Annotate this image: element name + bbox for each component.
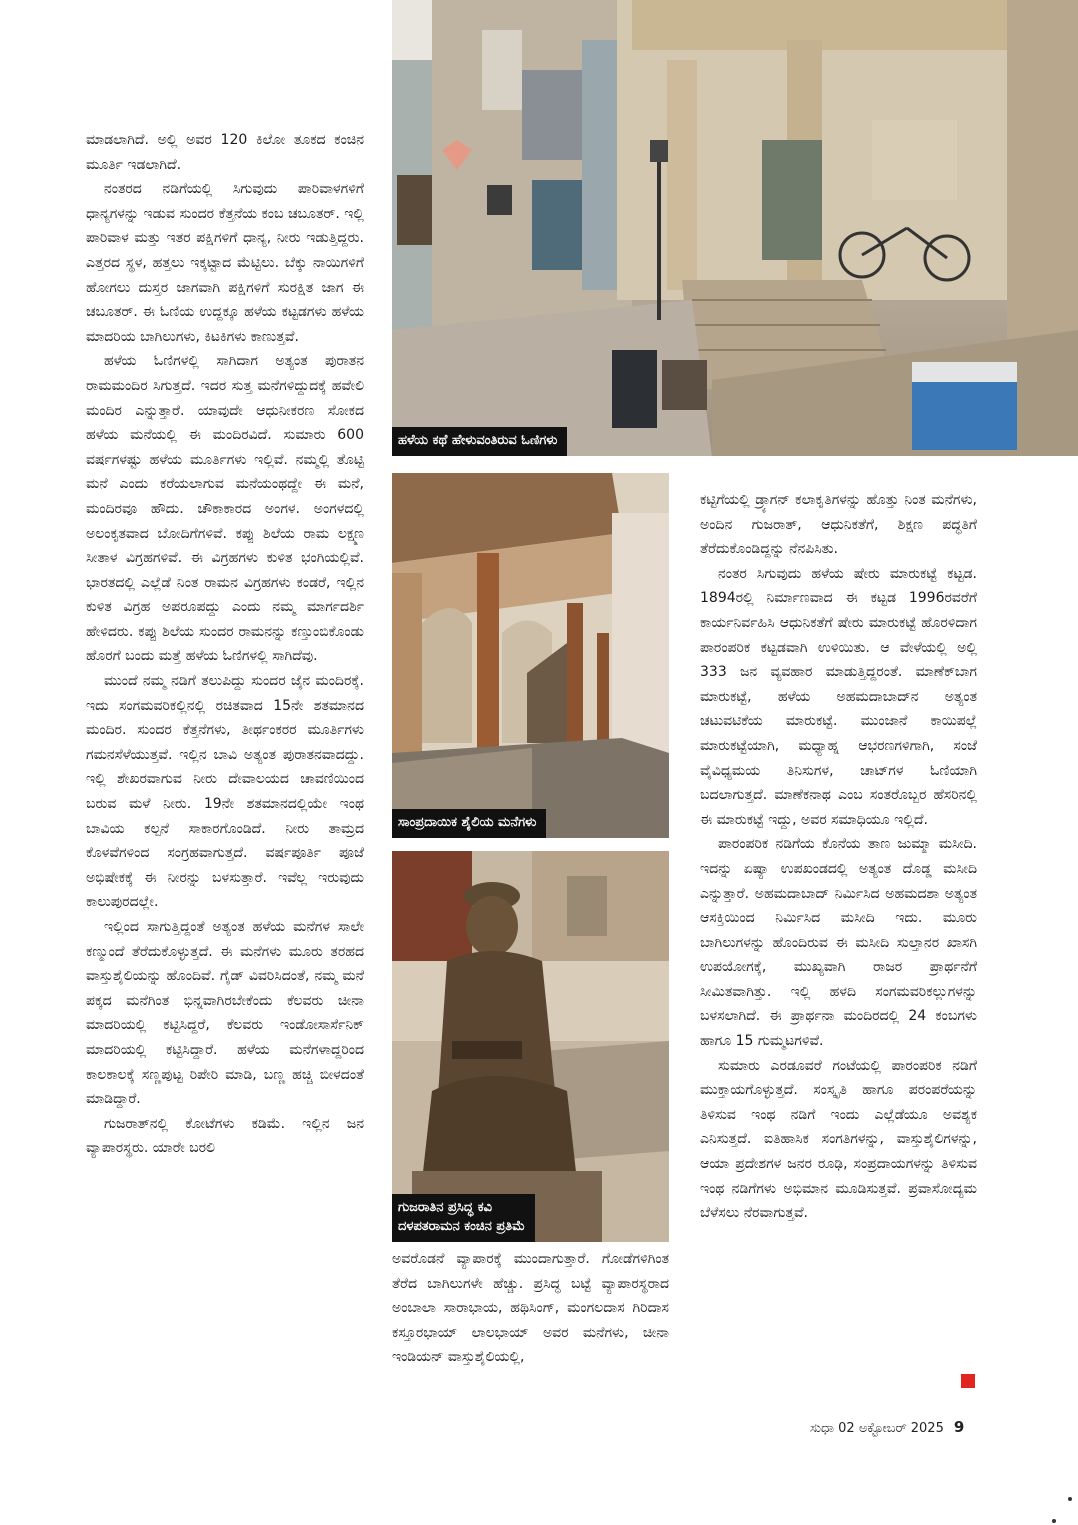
paragraph: ಹಳೆಯ ಓಣಿಗಳಲ್ಲಿ ಸಾಗಿದಾಗ ಅತ್ಯಂತ ಪುರಾತನ ರಾಮಮಂದಿರ ಸಿಗುತ್ತದೆ. ಇದರ ಸುತ್ತ ಮನೆಗಳಿದ್ದುದಕ್ಕೆ ಹವೇಲಿ ಮಂದಿರ ಎನ್ನುತ್ತಾರೆ. ಯಾವುದೇ ಆಧುನೀಕರಣ ಸೋಕದ ಹಳೆಯ ಮನೆಯಲ್ಲಿ ಈ ಮಂದಿರವಿದೆ. ಸುಮಾರು 600 ವರ್ಷಗಳಷ್ಟು ಹಳೆಯ ಮೂರ್ತಿಗಳು ಇಲ್ಲಿವೆ. ನಮ್ಮಲ್ಲಿ ತೊಟ್ಟಿ ಮನೆ ಎಂದು ಕರೆಯಲಾಗುವ ಮನೆಯಂಥದ್ದೇ ಈ ಮನೆ, ಮಂದಿರವೂ ಹೌದು. ಚೌಕಾಕಾರದ ಅಂಗಳ. ಅಂಗಳದಲ್ಲಿ ಅಲಂಕೃತವಾದ ಬೋದಿಗೆಗಳಿವೆ. ಕಪ್ಪು ಶಿಲೆಯ ರಾಮ ಲಕ್ಷ್ಮಣ ಸೀತಾಳ ವಿಗ್ರಹಗಳಿವೆ. ಈ ವಿಗ್ರಹಗಳು ಕುಳಿತ ಭಂಗಿಯಲ್ಲಿವೆ. ಭಾರತದಲ್ಲಿ ಎಲ್ಲೆಡೆ ನಿಂತ ರಾಮನ ವಿಗ್ರಹಗಳು ಕಂಡರೆ, ಇಲ್ಲಿನ ಕುಳಿತ ವಿಗ್ರಹ ಅಪರೂಪದ್ದು ಎಂದು ನಮ್ಮ ಮಾರ್ಗದರ್ಶಿ ಹೇಳಿದರು. ಕಪ್ಪು ಶಿಲೆಯ ಸುಂದರ ರಾಮನನ್ನು ಕಣ್ತುಂಬಿಕೊಂಡು ಹೊರಗೆ ಬಂದು ಮತ್ತೆ ಹಳೆಯ ಓಣಿಗಳಲ್ಲಿ ಸಾಗಿದೆವು. bbox=[86, 353, 364, 665]
paragraph: ಮುಂದೆ ನಮ್ಮ ನಡಿಗೆ ತಲುಪಿದ್ದು ಸುಂದರ ಜೈನ ಮಂದಿರಕ್ಕೆ. ಇದು ಸಂಗಮವರಿಕಲ್ಲಿನಲ್ಲಿ ರಚಿತವಾದ 15ನೇ ಶತಮಾನದ ಮಂದಿರ. ಸುಂದರ ಕೆತ್ತನೆಗಳು, ತೀರ್ಥಂಕರರ ಮೂರ್ತಿಗಳು ಗಮನಸೆಳೆಯುತ್ತವೆ. ಇಲ್ಲಿನ ಬಾವಿ ಅತ್ಯಂತ ಪುರಾತನವಾದದ್ದು. ಇಲ್ಲಿ ಶೇಖರವಾಗುವ ನೀರು ದೇವಾಲಯದ ಚಾವಣಿಯಿಂದ ಬರುವ ಮಳೆ ನೀರು. 19ನೇ ಶತಮಾನದಲ್ಲಿಯೇ ಇಂಥ ಬಾವಿಯ ಕಲ್ಪನೆ ಸಾಕಾರಗೊಂಡಿದೆ. ನೀರು ತಾಮ್ರದ ಕೊಳವೆಗಳಿಂದ ಸಂಗ್ರಹವಾಗುತ್ತದೆ. ವರ್ಷಪೂರ್ತಿ ಪೂಜೆ ಅಭಿಷೇಕಕ್ಕೆ ಈ ನೀರನ್ನು ಬಳಸುತ್ತಾರೆ. ಇವೆಲ್ಲ ಇರುವುದು ಕಾಲುಪುರದಲ್ಲೇ. bbox=[86, 673, 364, 911]
article-column-2 bbox=[392, 1247, 669, 1370]
scan-dot bbox=[1052, 1519, 1056, 1523]
paragraph: ಅವರೊಡನೆ ವ್ಯಾಪಾರಕ್ಕೆ ಮುಂದಾಗುತ್ತಾರೆ. ಗೋಡೆಗಳಿಗಿಂತ ತೆರೆದ ಬಾಗಿಲುಗಳೇ ಹೆಚ್ಚು. ಪ್ರಸಿದ್ಧ ಬಟ್ಟೆ ವ್ಯಾಪಾರಸ್ಥರಾದ ಅಂಬಾಲಾ ಸಾರಾಭಾಯ, ಹಥಿಸಿಂಗ್, ಮಂಗಲದಾಸ ಗಿರಿದಾಸ ಕಸ್ತೂರಭಾಯ್ ಲಾಲಭಾಯ್ ಅವರ ಮನೆಗಳು, ಚೀನಾ ಇಂಡಿಯನ್ ವಾಸ್ತುಶೈಲಿಯಲ್ಲಿ, bbox=[392, 1251, 669, 1366]
photo-caption-line: ದಳಪತರಾಮನ ಕಂಚಿನ ಪ್ರತಿಮೆ bbox=[398, 1219, 526, 1234]
photo-caption-line: ಗುಜರಾತಿನ ಪ್ರಸಿದ್ಧ ಕವಿ bbox=[398, 1200, 493, 1215]
article-column-1 bbox=[86, 128, 364, 1161]
paragraph: ಗುಜರಾತ್‌ನಲ್ಲಿ ಕೋಟೆಗಳು ಕಡಿಮೆ. ಇಲ್ಲಿನ ಜನ ವ್ಯಾಪಾರಸ್ಥರು. ಯಾರೇ ಬರಲಿ bbox=[86, 1115, 364, 1157]
photo-caption bbox=[392, 1194, 535, 1242]
magazine-issue: ಸುಧಾ 02 ಅಕ್ಟೋಬರ್ 2025 bbox=[810, 1421, 944, 1436]
photo-bronze-statue bbox=[392, 851, 669, 1242]
photo-old-lanes-illustration bbox=[392, 0, 1078, 456]
page-footer bbox=[810, 1418, 964, 1436]
photo-old-lanes bbox=[392, 0, 1078, 456]
article-end-mark bbox=[961, 1374, 975, 1388]
paragraph: ನಂತರದ ನಡಿಗೆಯಲ್ಲಿ ಸಿಗುವುದು ಪಾರಿವಾಳಗಳಿಗೆ ಧಾನ್ಯಗಳನ್ನು ಇಡುವ ಸುಂದರ ಕೆತ್ತನೆಯ ಕಂಬ ಚಬೂತರ್. ಇಲ್ಲಿ ಪಾರಿವಾಳ ಮತ್ತು ಇತರ ಪಕ್ಷಿಗಳಿಗೆ ಧಾನ್ಯ, ನೀರು ಇಡುತ್ತಿದ್ದರು. ಎತ್ತರದ ಸ್ಥಳ, ಹತ್ತಲು ಇಕ್ಕಟ್ಟಾದ ಮೆಟ್ಟಿಲು. ಬೆಕ್ಕು ನಾಯಿಗಳಿಗೆ ಹೋಗಲು ದುಸ್ತರ ಜಾಗವಾಗಿ ಪಕ್ಷಿಗಳಿಗೆ ಸುರಕ್ಷಿತ ಜಾಗ ಈ ಚಬೂತರ್. ಈ ಓಣಿಯ ಉದ್ದಕ್ಕೂ ಹಳೆಯ ಕಟ್ಟಡಗಳು ಹಳೆಯ ಮಾದರಿಯ ಬಾಗಿಲುಗಳು, ಕಿಟಕಿಗಳು ಕಾಣುತ್ತವೆ. bbox=[86, 181, 364, 345]
paragraph: ಪಾರಂಪರಿಕ ನಡಿಗೆಯ ಕೊನೆಯ ತಾಣ ಜುಮ್ಮಾ ಮಸೀದಿ. ಇದನ್ನು ಏಷ್ಯಾ ಉಪಖಂಡದಲ್ಲಿ ಅತ್ಯಂತ ದೊಡ್ಡ ಮಸೀದಿ ಎನ್ನುತ್ತಾರೆ. ಅಹಮದಾಬಾದ್ ನಿರ್ಮಿಸಿದ ಅಹಮದಶಾ ಅತ್ಯಂತ ಆಸಕ್ತಿಯಿಂದ ನಿರ್ಮಿಸಿದ ಮಸೀದಿ ಇದು. ಮೂರು ಬಾಗಿಲುಗಳನ್ನು ಹೊಂದಿರುವ ಈ ಮಸೀದಿ ಸುಲ್ತಾನರ ಖಾಸಗಿ ಉಪಯೋಗಕ್ಕೆ, ಮುಖ್ಯವಾಗಿ ರಾಜರ ಪ್ರಾರ್ಥನೆಗೆ ಸೀಮಿತವಾಗಿತ್ತು. ಇಲ್ಲಿ ಹಳದಿ ಸಂಗಮವರಿಕಲ್ಲುಗಳನ್ನು ಬಳಸಲಾಗಿದೆ. ಈ ಪ್ರಾರ್ಥನಾ ಮಂದಿರದಲ್ಲಿ 24 ಕಂಬಗಳು ಹಾಗೂ 15 ಗುಮ್ಮಟಗಳಿವೆ. bbox=[700, 836, 977, 1050]
photo-traditional-houses bbox=[392, 473, 669, 838]
photo-bronze-statue-illustration bbox=[392, 851, 669, 1242]
paragraph: ಕಟ್ಟಿಗೆಯಲ್ಲಿ ಡ್ರ್ಯಾಗನ್ ಕಲಾಕೃತಿಗಳನ್ನು ಹೊತ್ತು ನಿಂತ ಮನೆಗಳು, ಅಂದಿನ ಗುಜರಾತ್, ಆಧುನಿಕತೆಗೆ, ಶಿಕ್ಷಣ ಪದ್ಧತಿಗೆ ತೆರೆದುಕೊಂಡಿದ್ದನ್ನು ನೆನಪಿಸಿತು. bbox=[700, 492, 977, 558]
scan-dot bbox=[1068, 1497, 1072, 1501]
paragraph: ನಂತರ ಸಿಗುವುದು ಹಳೆಯ ಷೇರು ಮಾರುಕಟ್ಟೆ ಕಟ್ಟಡ. 1894ರಲ್ಲಿ ನಿರ್ಮಾಣವಾದ ಈ ಕಟ್ಟಡ 1996ರವರೆಗೆ ಕಾರ್ಯನಿರ್ವಹಿಸಿ ಆಧುನಿಕತೆಗೆ ಷೇರು ಮಾರುಕಟ್ಟೆ ಹೊರಳಿದಾಗ ಪಾರಂಪರಿಕ ಕಟ್ಟಡವಾಗಿ ಉಳಿಯಿತು. ಆ ವೇಳೆಯಲ್ಲಿ ಅಲ್ಲಿ 333 ಜನ ವ್ಯವಹಾರ ಮಾಡುತ್ತಿದ್ದರಂತೆ. ಮಾಣೆಕ್‌ಬಾಗ ಮಾರುಕಟ್ಟೆ, ಹಳೆಯ ಅಹಮದಾಬಾದ್‌ನ ಅತ್ಯಂತ ಚಟುವಟಿಕೆಯ ಮಾರುಕಟ್ಟೆ. ಮುಂಜಾನೆ ಕಾಯಿಪಲ್ಲೆ ಮಾರುಕಟ್ಟೆಯಾಗಿ, ಮಧ್ಯಾಹ್ನ ಆಭರಣಗಳಿಗಾಗಿ, ಸಂಜೆ ವೈವಿಧ್ಯಮಯ ತಿನಿಸುಗಳ, ಚಾಟ್‌ಗಳ ಓಣಿಯಾಗಿ ಬದಲಾಗುತ್ತದೆ. ಮಾಣೆಕನಾಥ ಎಂಬ ಸಂತರೊಬ್ಬರ ಹೆಸರಿನಲ್ಲಿ ಈ ಮಾರುಕಟ್ಟೆ ಇದ್ದು, ಅವರ ಸಮಾಧಿಯೂ ಇಲ್ಲಿದೆ. bbox=[700, 565, 977, 828]
photo-caption: ಸಾಂಪ್ರದಾಯಿಕ ಶೈಲಿಯ ಮನೆಗಳು bbox=[392, 809, 546, 838]
photo-traditional-houses-illustration bbox=[392, 473, 669, 838]
article-column-3 bbox=[700, 488, 977, 1226]
paragraph: ಮಾಡಲಾಗಿದೆ. ಅಲ್ಲಿ ಅವರ 120 ಕಿಲೋ ತೂಕದ ಕಂಚಿನ ಮೂರ್ತಿ ಇಡಲಾಗಿದೆ. bbox=[86, 132, 364, 173]
page-number: 9 bbox=[953, 1418, 965, 1436]
paragraph: ಇಲ್ಲಿಂದ ಸಾಗುತ್ತಿದ್ದಂತೆ ಅತ್ಯಂತ ಹಳೆಯ ಮನೆಗಳ ಸಾಲೇ ಕಣ್ಮುಂದೆ ತೆರೆದುಕೊಳ್ಳುತ್ತದೆ. ಈ ಮನೆಗಳು ಮೂರು ತರಹದ ವಾಸ್ತುಶೈಲಿಯನ್ನು ಹೊಂದಿವೆ. ಗೈಡ್ ವಿವರಿಸಿದಂತೆ, ನಮ್ಮ ಮನೆ ಪಕ್ಕದ ಮನೆಗಿಂತ ಭಿನ್ನವಾಗಿರಬೇಕೆಂದು ಕೆಲವರು ಚೀನಾ ಮಾದರಿಯಲ್ಲಿ ಕಟ್ಟಿಸಿದ್ದರೆ, ಕೆಲವರು ಇಂಡೋಸಾರ್ಸೆನಿಕ್ ಮಾದರಿಯಲ್ಲಿ ಕಟ್ಟಿಸಿದ್ದಾರೆ. ಹಳೆಯ ಮನೆಗಳಾದ್ದರಿಂದ ಕಾಲಕಾಲಕ್ಕೆ ಸಣ್ಣಪುಟ್ಟ ರಿಪೇರಿ ಮಾಡಿ, ಬಣ್ಣ ಹಚ್ಚಿ ಬೀಳದಂತೆ ಮಾಡಿದ್ದಾರೆ. bbox=[86, 919, 364, 1108]
photo-caption: ಹಳೆಯ ಕಥೆ ಹೇಳುವಂತಿರುವ ಓಣಿಗಳು bbox=[392, 427, 567, 456]
paragraph: ಸುಮಾರು ಎರಡೂವರೆ ಗಂಟೆಯಲ್ಲಿ ಪಾರಂಪರಿಕ ನಡಿಗೆ ಮುಕ್ತಾಯಗೊಳ್ಳುತ್ತದೆ. ಸಂಸ್ಕೃತಿ ಹಾಗೂ ಪರಂಪರೆಯನ್ನು ತಿಳಿಸುವ ಇಂಥ ನಡಿಗೆ ಇಂದು ಎಲ್ಲೆಡೆಯೂ ಅವಶ್ಯಕ ಎನಿಸುತ್ತದೆ. ಐತಿಹಾಸಿಕ ಸಂಗತಿಗಳನ್ನು, ವಾಸ್ತುಶೈಲಿಗಳನ್ನು, ಆಯಾ ಪ್ರದೇಶಗಳ ಜನರ ರೂಢಿ, ಸಂಪ್ರದಾಯಗಳನ್ನು ತಿಳಿಸುವ ಇಂಥ ನಡಿಗೆಗಳು ಅಭಿಮಾನ ಮೂಡಿಸುತ್ತವೆ. ಪ್ರವಾಸೋದ್ಯಮ ಬೆಳೆಸಲು ನೆರವಾಗುತ್ತವೆ. bbox=[700, 1057, 977, 1222]
